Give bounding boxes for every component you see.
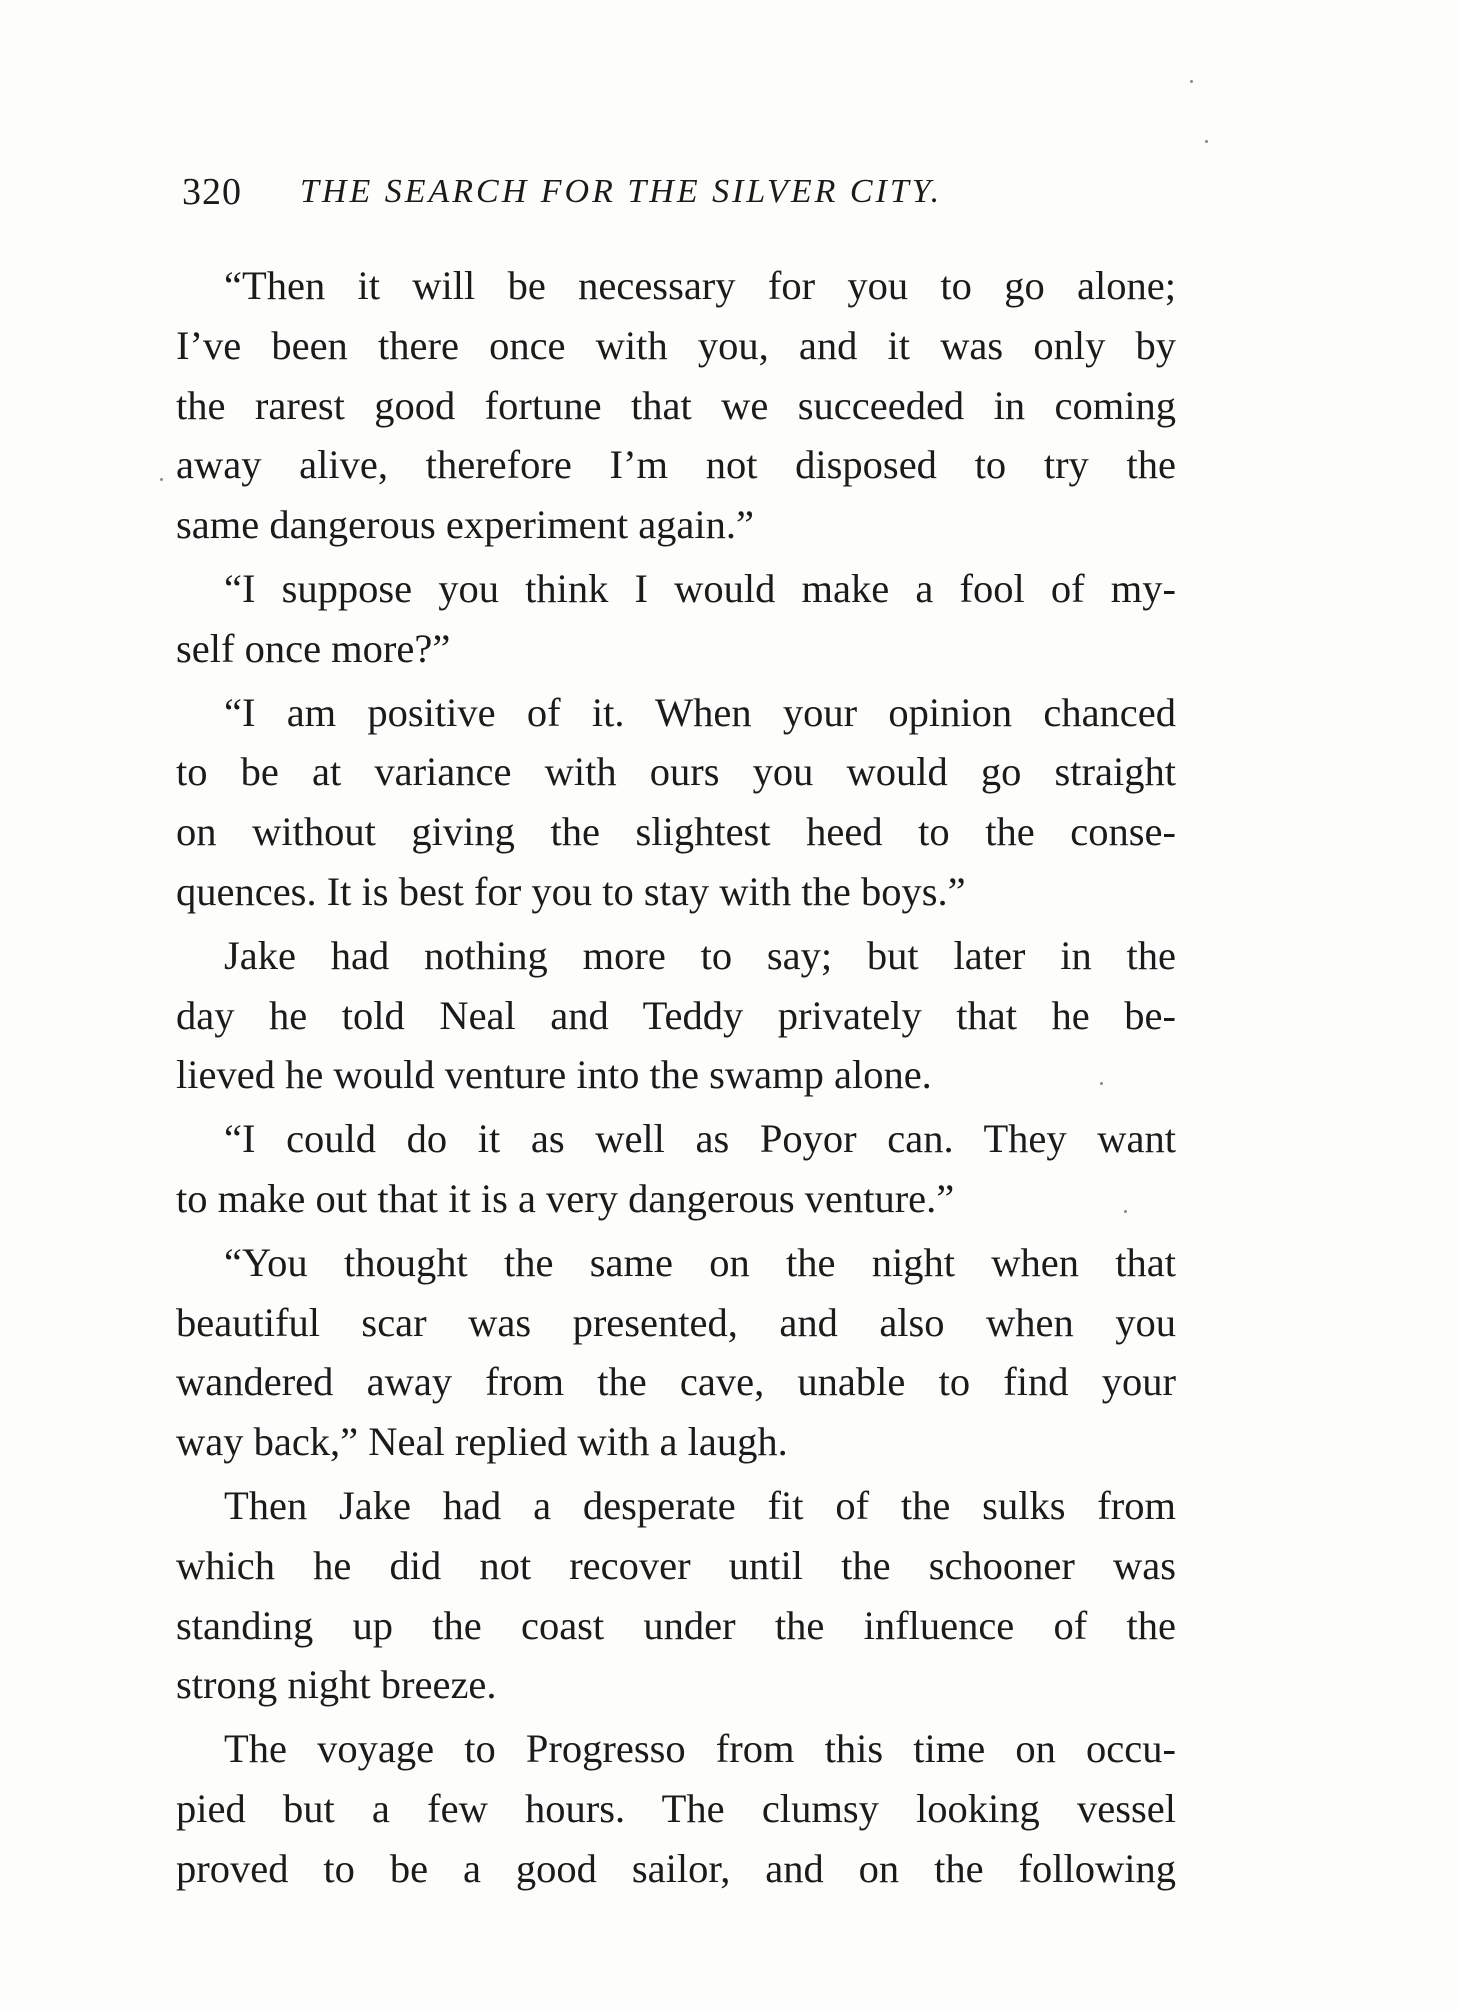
scan-speck (1205, 140, 1208, 143)
text-line: standing up the coast under the influence of the (176, 1602, 1176, 1648)
text-line: Jake had nothing more to say; but later in the (224, 932, 1176, 978)
text-line: away alive, therefore I’m not disposed to try the (176, 442, 1176, 488)
page-number: 320 (182, 171, 242, 213)
text-line: pied but a few hours. The clumsy looking vessel (176, 1785, 1176, 1831)
text-line: I’ve been there once with you, and it was only by (176, 322, 1176, 368)
text-line: The voyage to Progresso from this time on occu- (224, 1726, 1176, 1772)
text-line: beautiful scar was presented, and also when you (176, 1299, 1176, 1345)
text-line: to be at variance with ours you would go straight (176, 749, 1176, 795)
text-line: lieved he would venture into the swamp alone. (176, 1052, 932, 1098)
text-line: which he did not recover until the schooner was (176, 1542, 1176, 1588)
text-line: proved to be a good sailor, and on the following (176, 1845, 1176, 1891)
text-line: the rarest good fortune that we succeeded in coming (176, 382, 1176, 428)
running-title: THE SEARCH FOR THE SILVER CITY. (300, 173, 943, 210)
text-line: self once more?” (176, 625, 451, 671)
scan-speck (160, 478, 163, 481)
text-line: “I am positive of it. When your opinion chanced (224, 689, 1176, 735)
body-text (176, 256, 1176, 1899)
scan-speck (1124, 1210, 1127, 1213)
text-line: way back,” Neal replied with a laugh. (176, 1419, 788, 1465)
text-line: day he told Neal and Teddy privately that he be- (176, 992, 1176, 1038)
text-line: wandered away from the cave, unable to find your (176, 1359, 1176, 1405)
text-line: to make out that it is a very dangerous venture.” (176, 1175, 955, 1221)
text-line: “I suppose you think I would make a fool of my- (224, 565, 1176, 611)
text-line: on without giving the slightest heed to the conse- (176, 809, 1176, 855)
text-line: “You thought the same on the night when that (224, 1239, 1176, 1285)
text-line: same dangerous experiment again.” (176, 502, 755, 548)
scan-speck (1100, 1082, 1103, 1085)
text-line: “Then it will be necessary for you to go alone; (224, 263, 1176, 308)
running-head (182, 162, 1192, 222)
scan-speck (1190, 80, 1193, 83)
text-line: Then Jake had a desperate fit of the sulks from (224, 1482, 1176, 1528)
text-line: “I could do it as well as Poyor can. They want (224, 1116, 1176, 1162)
text-line: quences. It is best for you to stay with the boys.” (176, 868, 966, 914)
text-line: strong night breeze. (176, 1662, 497, 1708)
